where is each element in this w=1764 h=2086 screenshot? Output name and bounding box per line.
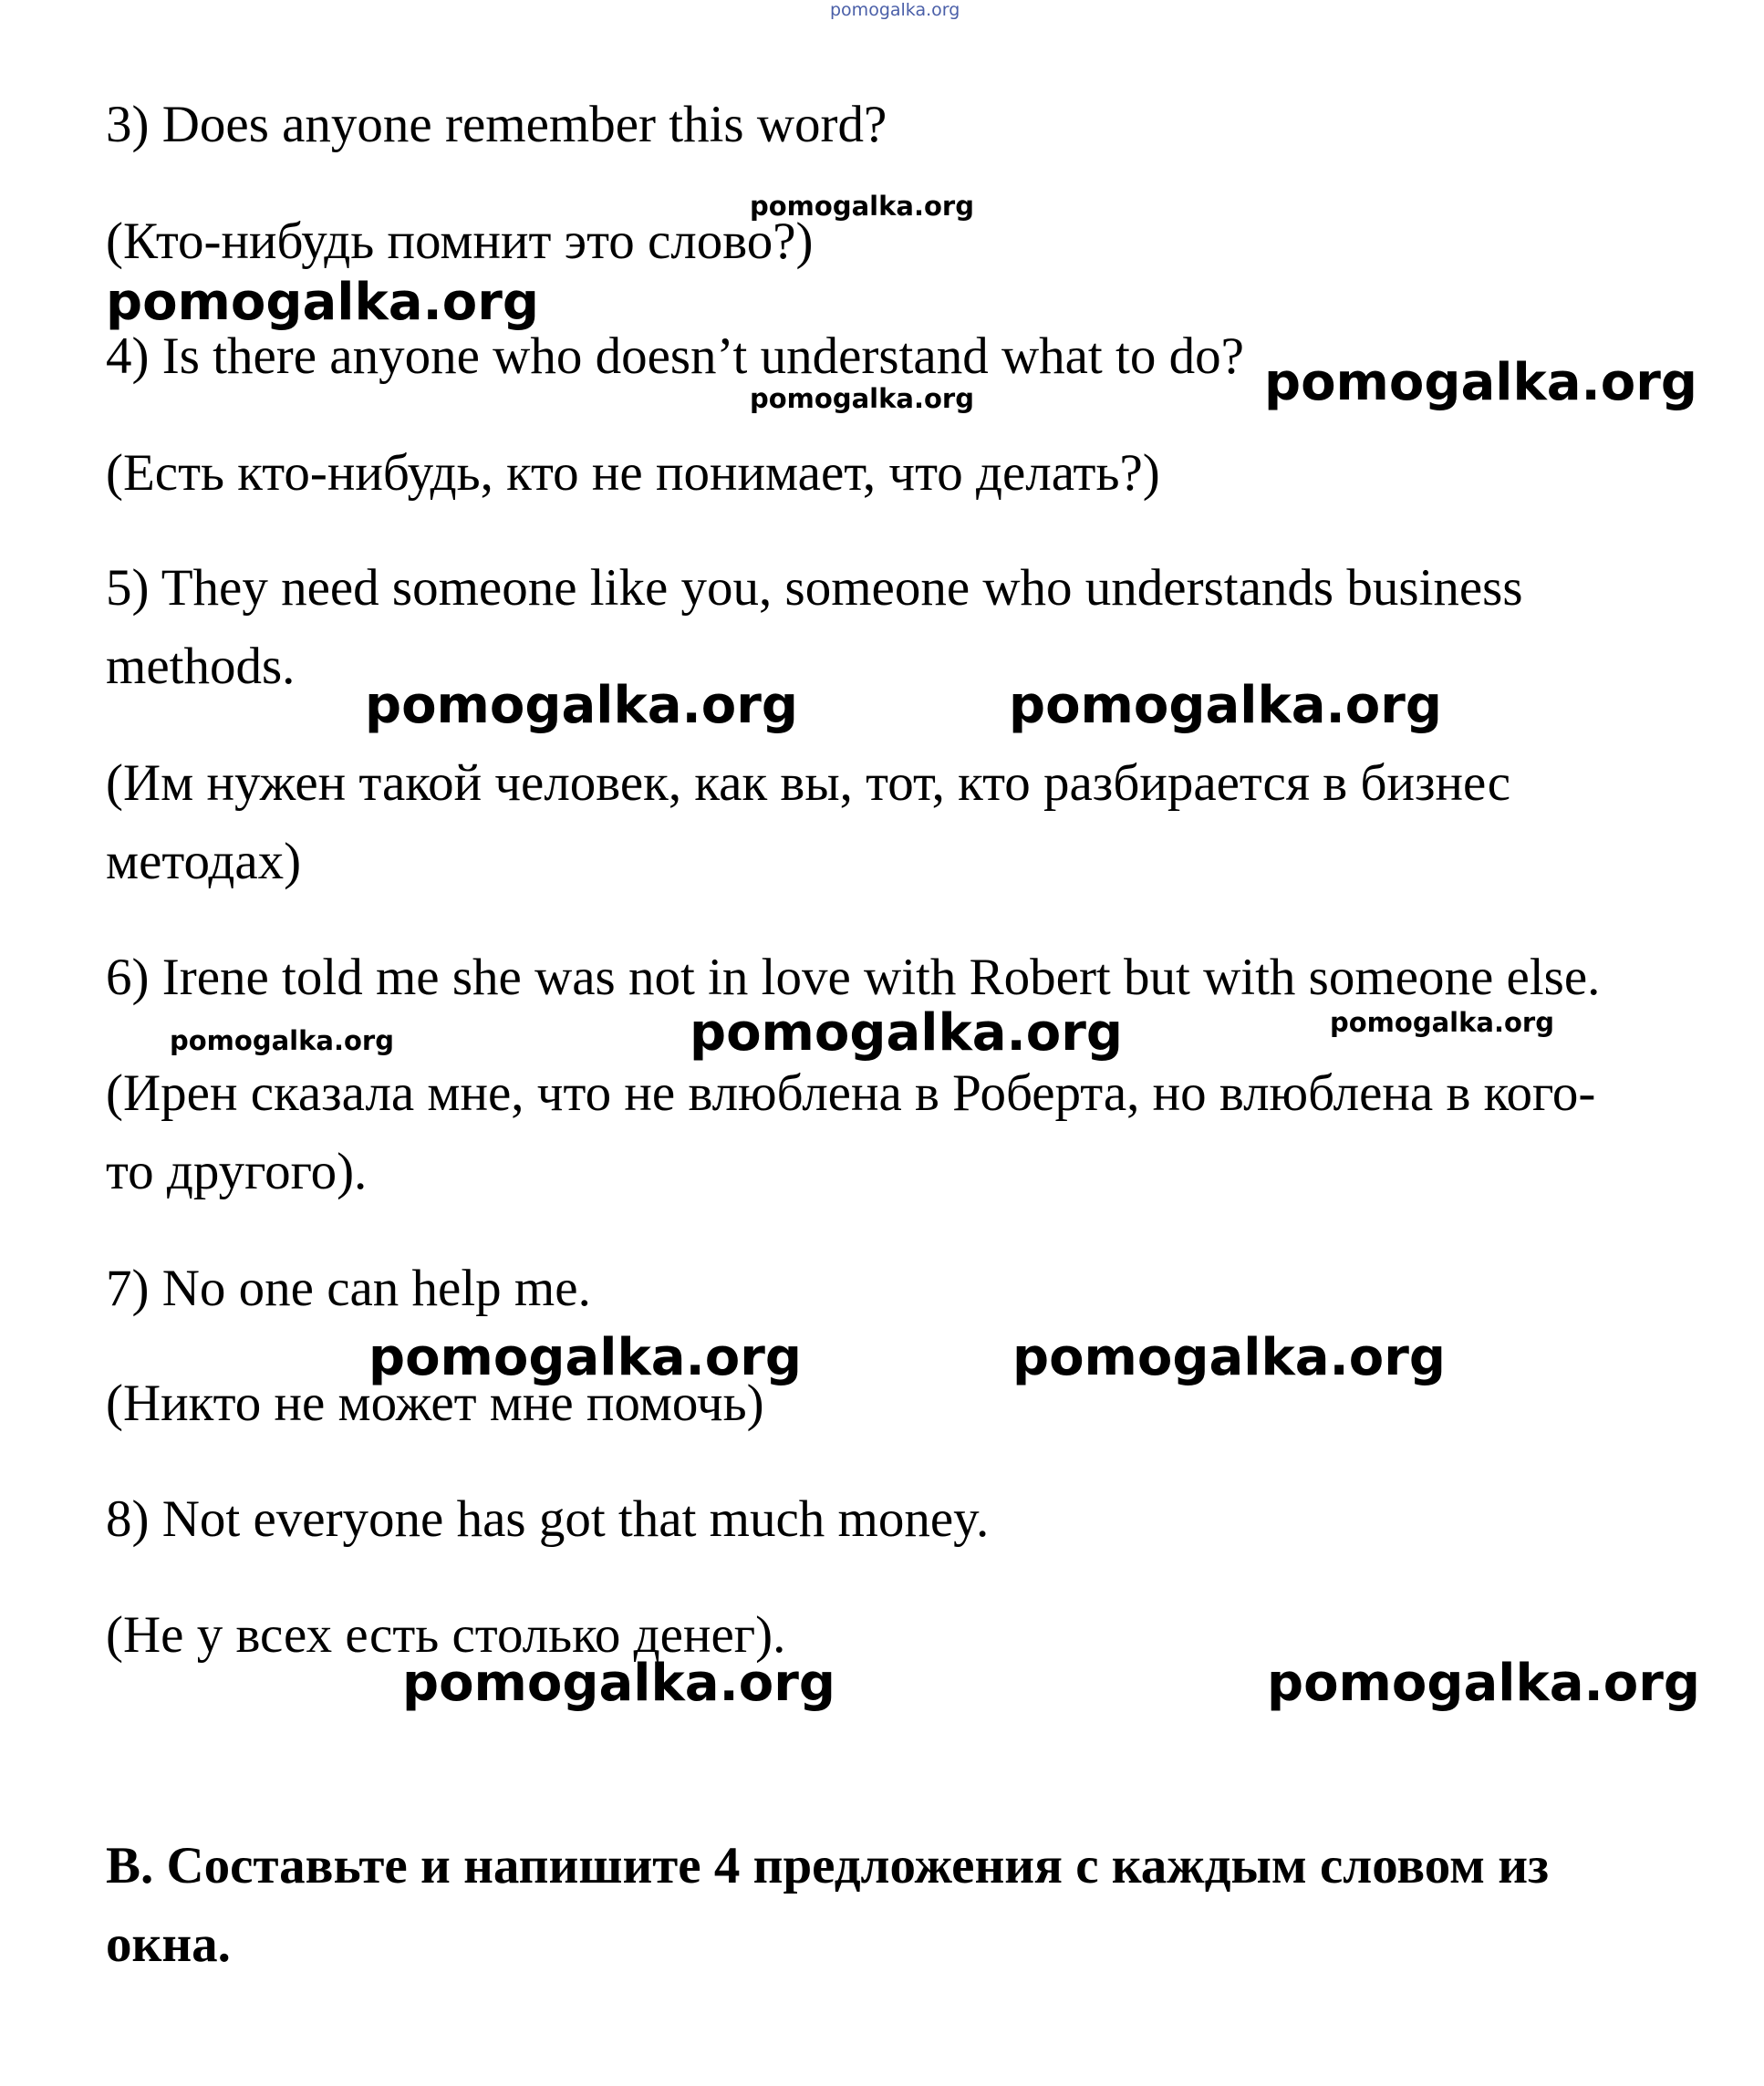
watermark: pomogalka.org (1264, 353, 1697, 412)
watermark: pomogalka.org (106, 273, 539, 332)
sentence-6: 6) Irene told me she was not in love with Robert but with someone else. (106, 949, 1601, 1006)
watermark: pomogalka.org (750, 383, 974, 414)
translation-4: (Есть кто-нибудь, кто не понимает, что делать?) (106, 444, 1160, 502)
watermark: pomogalka.org (170, 1025, 394, 1056)
sentence-3: 3) Does anyone remember this word? (106, 96, 887, 153)
task-b-heading-line-2: окна. (106, 1915, 231, 1973)
sentence-8: 8) Not everyone has got that much money. (106, 1490, 990, 1548)
translation-5-line-2: методах) (106, 833, 302, 890)
sentence-7: 7) No one can help me. (106, 1260, 591, 1317)
watermark: pomogalka.org (690, 1003, 1123, 1063)
watermark: pomogalka.org (750, 191, 974, 222)
task-b-heading-line-1: B. Составьте и напишите 4 предложения с каждым словом из (106, 1837, 1550, 1894)
translation-8: (Не у всех есть столько денег). (106, 1606, 786, 1664)
watermark-top: pomogalka.org (830, 0, 960, 20)
translation-6-line-2: то другого). (106, 1143, 368, 1200)
watermark: pomogalka.org (368, 1328, 802, 1387)
watermark: pomogalka.org (1267, 1654, 1700, 1713)
sentence-5-line-2: methods. (106, 638, 296, 695)
translation-6-line-1: (Ирен сказала мне, что не влюблена в Роберта, но влюблена в кого- (106, 1064, 1596, 1122)
watermark: pomogalka.org (365, 676, 798, 735)
sentence-4: 4) Is there anyone who doesn’t understand what to do? (106, 327, 1244, 385)
watermark: pomogalka.org (1012, 1328, 1446, 1387)
translation-3: (Кто-нибудь помнит это слово?) (106, 213, 814, 270)
watermark: pomogalka.org (1330, 1007, 1554, 1038)
watermark: pomogalka.org (1009, 676, 1442, 735)
sentence-5-line-1: 5) They need someone like you, someone who understands business (106, 559, 1523, 617)
translation-5-line-1: (Им нужен такой человек, как вы, тот, кто разбирается в бизнес (106, 754, 1511, 812)
translation-7: (Никто не может мне помочь) (106, 1375, 764, 1432)
watermark: pomogalka.org (402, 1654, 835, 1713)
